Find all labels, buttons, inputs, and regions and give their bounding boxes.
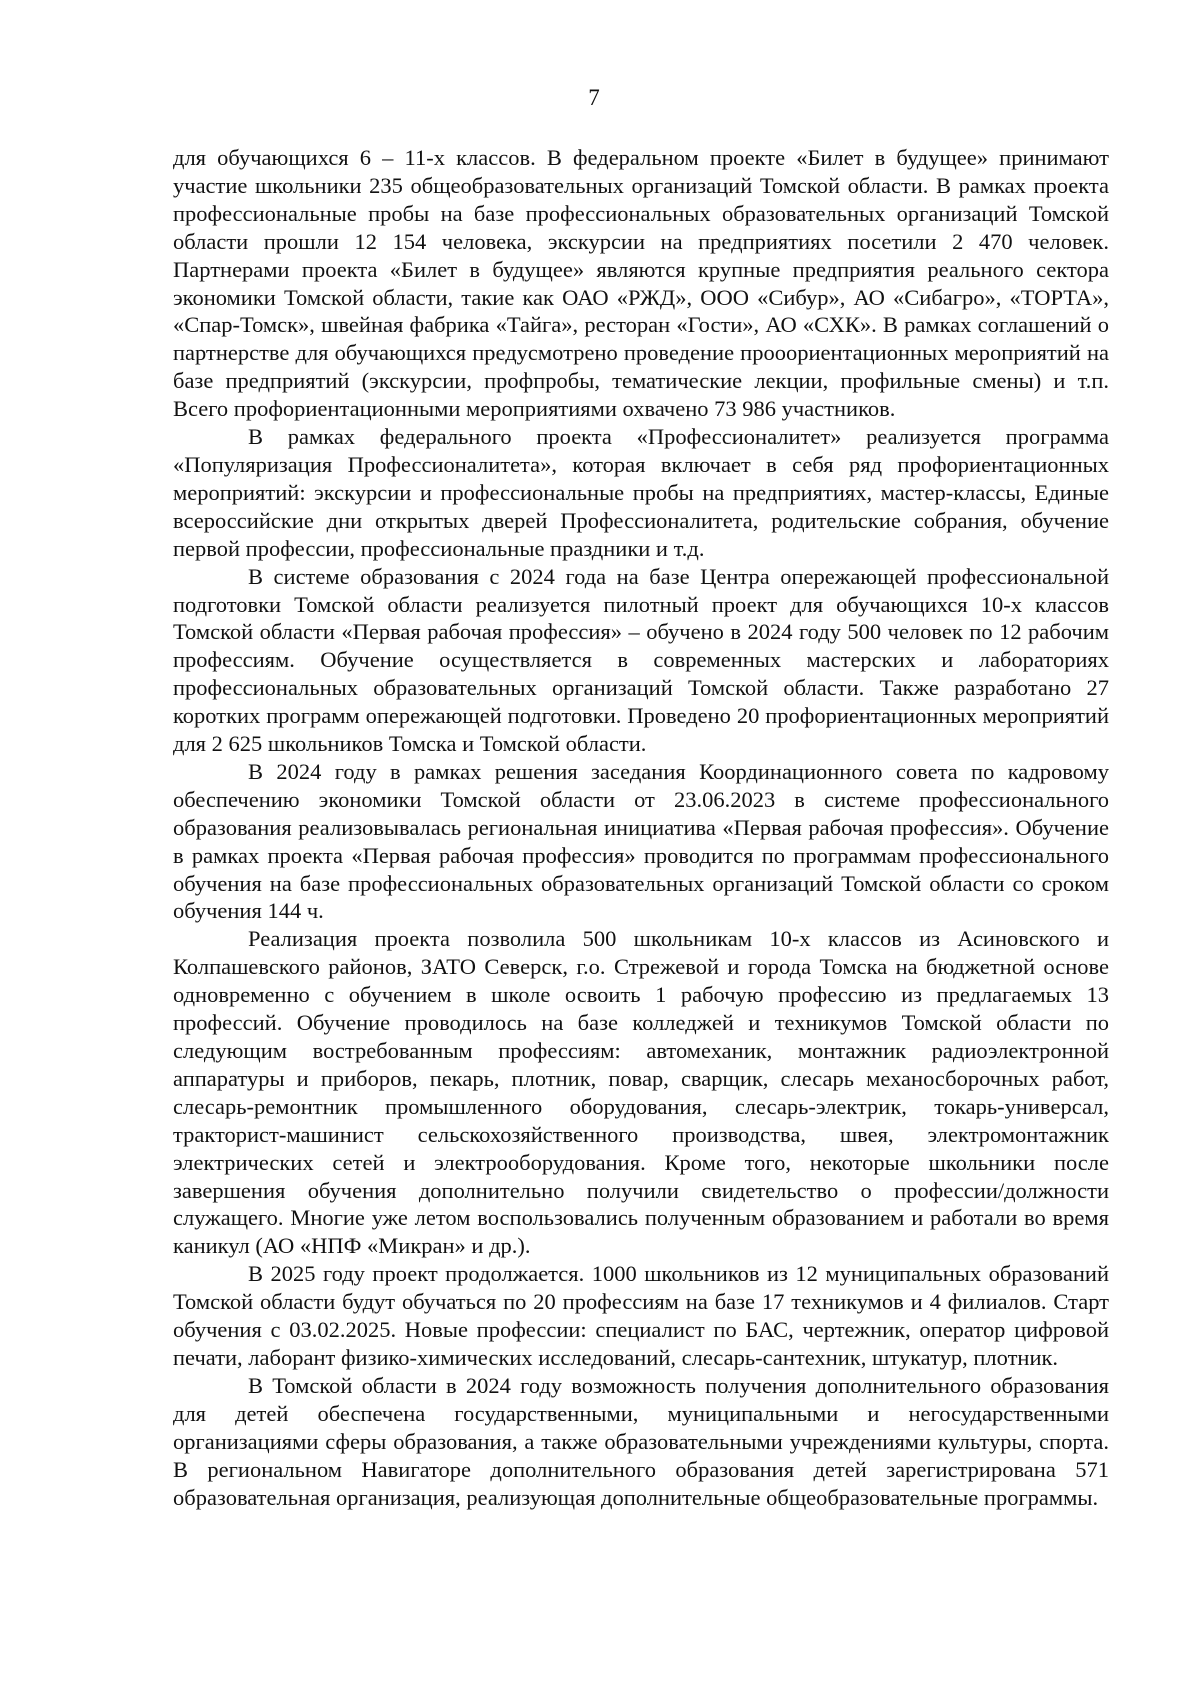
paragraph: В 2025 году проект продолжается. 1000 школьников из 12 муниципальных образований Томской области будут обучаться по 20 профессиям на базе 17 техникумов и 4 филиалов. Старт обучения с 03.02.2025. Новые профессии: специалист по БАС, чертежник, оператор цифровой печати, лаборант физико-химических исследований, слесарь-сантехник, штукатур, плотник.	[173, 1261, 1109, 1370]
paragraph: В системе образования с 2024 года на базе Центра опережающей профессиональной подготовки Томской области реализуется пилотный проект для обучающихся 10-х классов Томской области «Первая рабочая профессия» – обучено в 2024 году 500 человек по 12 рабочим профессиям. Обучение осуществляется в современных мастерских и лабораториях профессиональных образовательных организаций Томской области. Также разработано 27 коротких программ опережающей подготовки. Проведено 20 профориентационных мероприятий для 2 625 школьников Томска и Томской области.	[173, 563, 1109, 757]
paragraph: В рамках федерального проекта «Профессионалитет» реализуется программа «Популяризация Профессионалитета», которая включает в себя ряд профориентационных мероприятий: экскурсии и профессиональные пробы на предприятиях, мастер-классы, Единые всероссийские дни открытых дверей Профессионалитета, родительские собрания, обучение первой профессии, профессиональные праздники и т.д.	[173, 424, 1109, 561]
page-number: 7	[588, 85, 600, 110]
paragraph: Реализация проекта позволила 500 школьникам 10-х классов из Асиновского и Колпашевского районов, ЗАТО Северск, г.о. Стрежевой и города Томска на бюджетной основе одновременно с обучением в школе освоить 1 рабочую профессию из предлагаемых 13 профессий. Обучение проводилось на базе колледжей и техникумов Томской области по следующим востребованным профессиям: автомеханик, монтажник радиоэлектронной аппаратуры и приборов, пекарь, плотник, повар, сварщик, слесарь механосборочных работ, слесарь-ремонтник промышленного оборудования, слесарь-электрик, токарь-универсал, тракторист-машинист сельскохозяйственного производства, швея, электромонтажник электрических сетей и электрооборудования. Кроме того, некоторые школьники после завершения обучения дополнительно получили свидетельство о профессии/должности служащего. Многие уже летом воспользовались полученным образованием и работали во время каникул (АО «НПФ «Микран» и др.).	[173, 926, 1109, 1259]
paragraph: В 2024 году в рамках решения заседания Координационного совета по кадровому обеспечению экономики Томской области от 23.06.2023 в системе профессионального образования реализовывалась региональная инициатива «Первая рабочая профессия». Обучение в рамках проекта «Первая рабочая профессия» проводится по программам профессионального обучения на базе профессиональных образовательных организаций Томской области со сроком обучения 144 ч.	[173, 758, 1109, 924]
paragraph: для обучающихся 6 – 11-х классов. В федеральном проекте «Билет в будущее» принимают участие школьники 235 общеобразовательных организаций Томской области. В рамках проекта профессиональные пробы на базе профессиональных образовательных организаций Томской области прошли 12 154 человека, экскурсии на предприятиях посетили 2 470 человек. Партнерами проекта «Билет в будущее» являются крупные предприятия реального сектора экономики Томской области, такие как ОАО «РЖД», ООО «Сибур», АО «Сибагро», «ТОРТА», «Спар-Томск», швейная фабрика «Тайга», ресторан «Гости», АО «СХК». В рамках соглашений о партнерстве для обучающихся предусмотрено проведение прооориентационных мероприятий на базе предприятий (экскурсии, профпробы, тематические лекции, профильные смены) и т.п. Всего профориентационными мероприятиями охвачено 73 986 участников.	[173, 145, 1109, 422]
document-body	[173, 144, 1109, 1511]
paragraph: В Томской области в 2024 году возможность получения дополнительного образования для детей обеспечена государственными, муниципальными и негосударственными организациями сферы образования, а также образовательными учреждениями культуры, спорта. В региональном Навигаторе дополнительного образования детей зарегистрирована 571 образовательная организация, реализующая дополнительные общеобразовательные программы.	[173, 1372, 1109, 1510]
